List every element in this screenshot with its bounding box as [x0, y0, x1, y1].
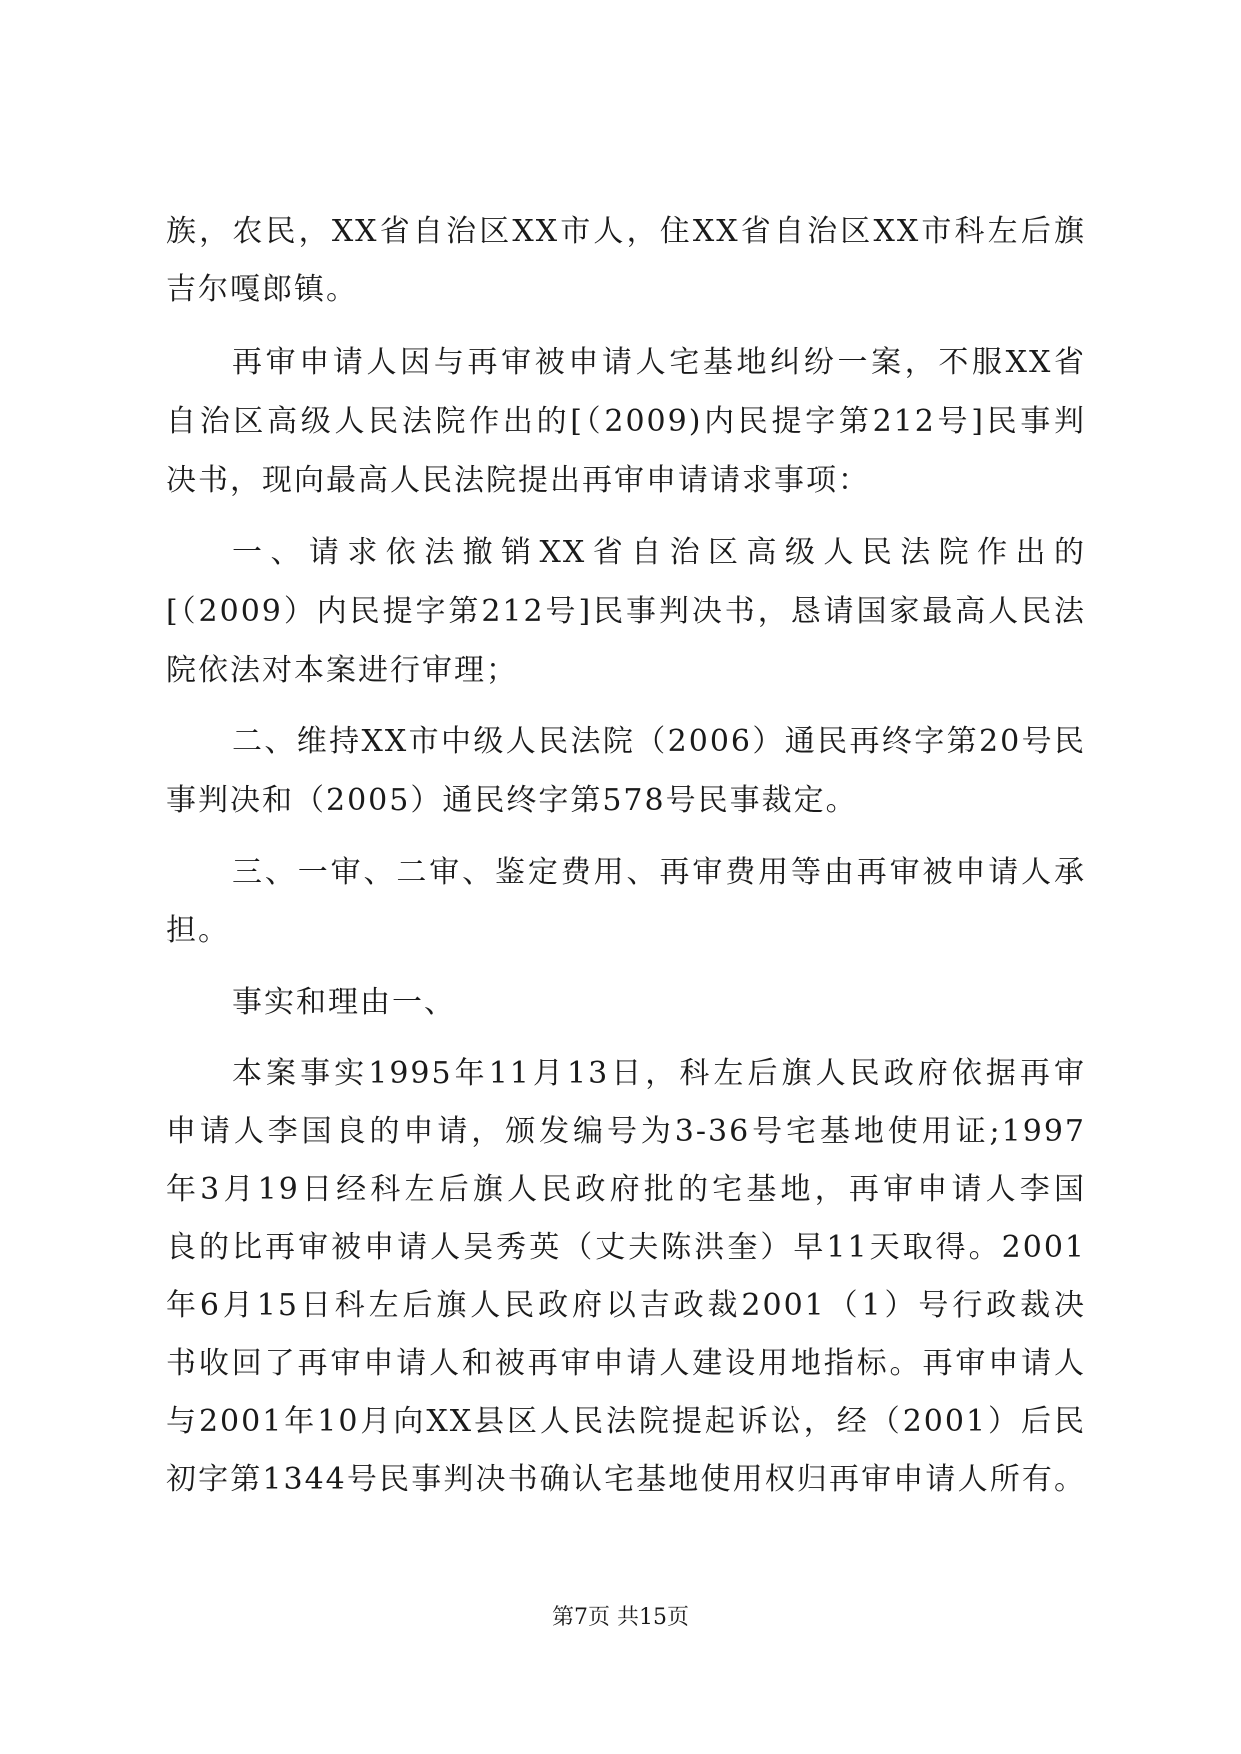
text-line: 担。	[166, 913, 230, 948]
text-line: 书收回了再审申请人和被再审申请人建设用地指标。再审申请人	[166, 1346, 1086, 1381]
text-line: 院依法对本案进行审理；	[166, 653, 518, 688]
text-line: 吉尔嘎郎镇。	[166, 272, 358, 307]
paragraph-start-line: 三、一审、二审、鉴定费用、再审费用等由再审被申请人承	[232, 855, 1086, 890]
text-line: 良的比再审被申请人吴秀英（丈夫陈洪奎）早11天取得。2001	[166, 1230, 1086, 1265]
text-line: 初字第1344号民事判决书确认宅基地使用权归再审申请人所有。	[166, 1462, 1086, 1497]
page-number-footer: 第7页 共15页	[552, 1605, 689, 1630]
text-line: 申请人李国良的申请，颁发编号为3-36号宅基地使用证;1997	[166, 1114, 1086, 1149]
section-heading: 事实和理由一、	[232, 985, 456, 1020]
paragraph-start-line: 本案事实1995年11月13日，科左后旗人民政府依据再审	[232, 1056, 1086, 1091]
text-line: 族，农民，XX省自治区XX市人，住XX省自治区XX市科左后旗	[166, 214, 1086, 249]
text-line: 年6月15日科左后旗人民政府以吉政裁2001（1）号行政裁决	[166, 1288, 1086, 1323]
text-line: 与2001年10月向XX县区人民法院提起诉讼，经（2001）后民	[166, 1404, 1086, 1439]
paragraph-start-line: 二、维持XX市中级人民法院（2006）通民再终字第20号民	[232, 724, 1086, 759]
text-line: 年3月19日经科左后旗人民政府批的宅基地，再审申请人李国	[166, 1172, 1086, 1207]
text-line: 决书，现向最高人民法院提出再审申请请求事项：	[166, 463, 870, 498]
text-line: 自治区高级人民法院作出的[（2009)内民提字第212号]民事判	[166, 404, 1086, 439]
text-line: 事判决和（2005）通民终字第578号民事裁定。	[166, 783, 858, 818]
text-line: [（2009）内民提字第212号]民事判决书，恳请国家最高人民法	[166, 594, 1086, 629]
paragraph-start-line: 再审申请人因与再审被申请人宅基地纠纷一案，不服XX省	[232, 345, 1086, 380]
paragraph-start-line: 一、请求依法撤销XX省自治区高级人民法院作出的	[232, 535, 1086, 570]
